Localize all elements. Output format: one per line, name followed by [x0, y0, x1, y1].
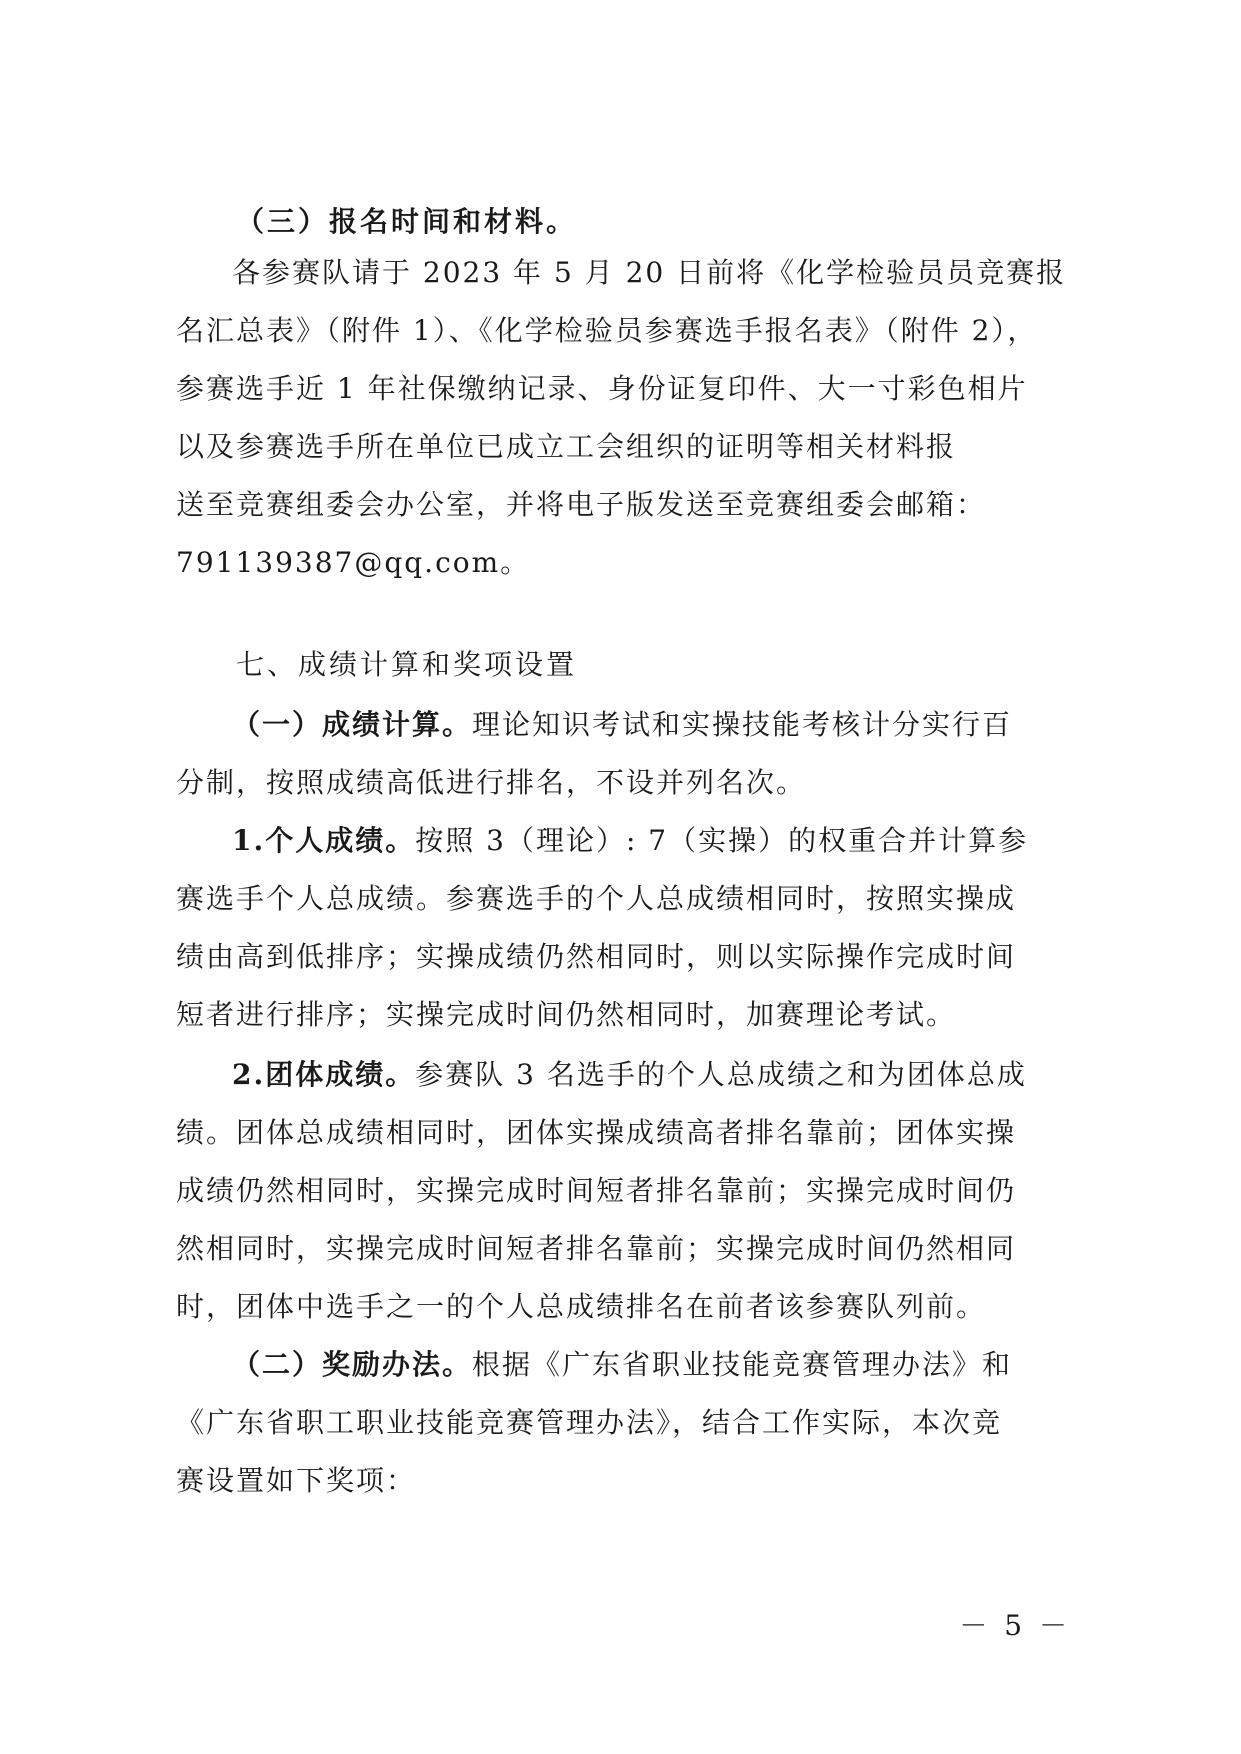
sub1-first-line [176, 696, 1056, 754]
section-3-heading-text: （三）报名时间和材料。 [236, 205, 578, 238]
section-3-line-5: 送至竞赛组委会办公室，并将电子版发送至竞赛组委会邮箱： [176, 488, 987, 521]
item2-heading: 2.团体成绩。 [232, 1058, 416, 1091]
item1-line-4: 短者进行排序；实操完成时间仍然相同时，加赛理论考试。 [176, 998, 957, 1031]
section-3-body [176, 244, 1067, 592]
item1-heading: 1.个人成绩。 [232, 824, 416, 857]
item1-line-2: 赛选手个人总成绩。参赛选手的个人总成绩相同时，按照实操成 [176, 882, 1017, 915]
sub1-line-2: 分制，按照成绩高低进行排名，不设并列名次。 [176, 766, 807, 799]
sub2-first-line-rest: 根据《广东省职业技能竞赛管理办法》和 [472, 1348, 1013, 1381]
sub2-line-3: 赛设置如下奖项： [176, 1464, 417, 1497]
sub2-heading: （二）奖励办法。 [232, 1348, 473, 1381]
section-3-email-line: 791139387@qq.com。 [176, 546, 531, 579]
section-7-heading [236, 636, 577, 694]
item2-line-2: 绩。团体总成绩相同时，团体实操成绩高者排名靠前；团体实操 [176, 1116, 1017, 1149]
item1-line-3: 绩由高到低排序；实操成绩仍然相同时，则以实际操作完成时间 [176, 940, 1017, 973]
item1-first-line [176, 812, 1056, 870]
sub1-heading: （一）成绩计算。 [232, 708, 473, 741]
section-3-heading [236, 193, 577, 251]
section-3-line-4: 以及参赛选手所在单位已成立工会组织的证明等相关材料报 [176, 430, 957, 463]
section-3-line-2: 名汇总表》（附件 1）、《化学检验员参赛选手报名表》（附件 2）， [176, 314, 1038, 347]
page-number: － 5 － [959, 1609, 1071, 1642]
item2-line-4: 然相同时，实操完成时间短者排名靠前；实操完成时间仍然相同 [176, 1232, 1017, 1265]
section-7-heading-text: 七、成绩计算和奖项设置 [236, 648, 578, 681]
sub1-block [176, 696, 1056, 812]
sub1-first-line-rest: 理论知识考试和实操技能考核计分实行百 [472, 708, 1013, 741]
item2-first-line [176, 1046, 1056, 1104]
item2-block [176, 1046, 1056, 1336]
sub2-block [176, 1336, 1056, 1510]
item1-first-line-rest: 按照 3（理论）: 7（实操）的权重合并计算参 [415, 824, 1029, 857]
item1-block [176, 812, 1056, 1044]
sub2-first-line [176, 1336, 1056, 1394]
section-3-line-1: 各参赛队请于 2023 年 5 月 20 日前将《化学检验员员竞赛报 [232, 256, 1067, 289]
item2-first-line-rest: 参赛队 3 名选手的个人总成绩之和为团体总成 [415, 1058, 1027, 1091]
item2-line-3: 成绩仍然相同时，实操完成时间短者排名靠前；实操完成时间仍 [176, 1174, 1017, 1207]
item2-line-5: 时，团体中选手之一的个人总成绩排名在前者该参赛队列前。 [176, 1290, 987, 1323]
sub2-line-2: 《广东省职工职业技能竞赛管理办法》，结合工作实际，本次竞 [176, 1406, 1003, 1439]
section-3-line-3: 参赛选手近 1 年社保缴纳记录、身份证复印件、大一寸彩色相片 [176, 372, 1028, 405]
